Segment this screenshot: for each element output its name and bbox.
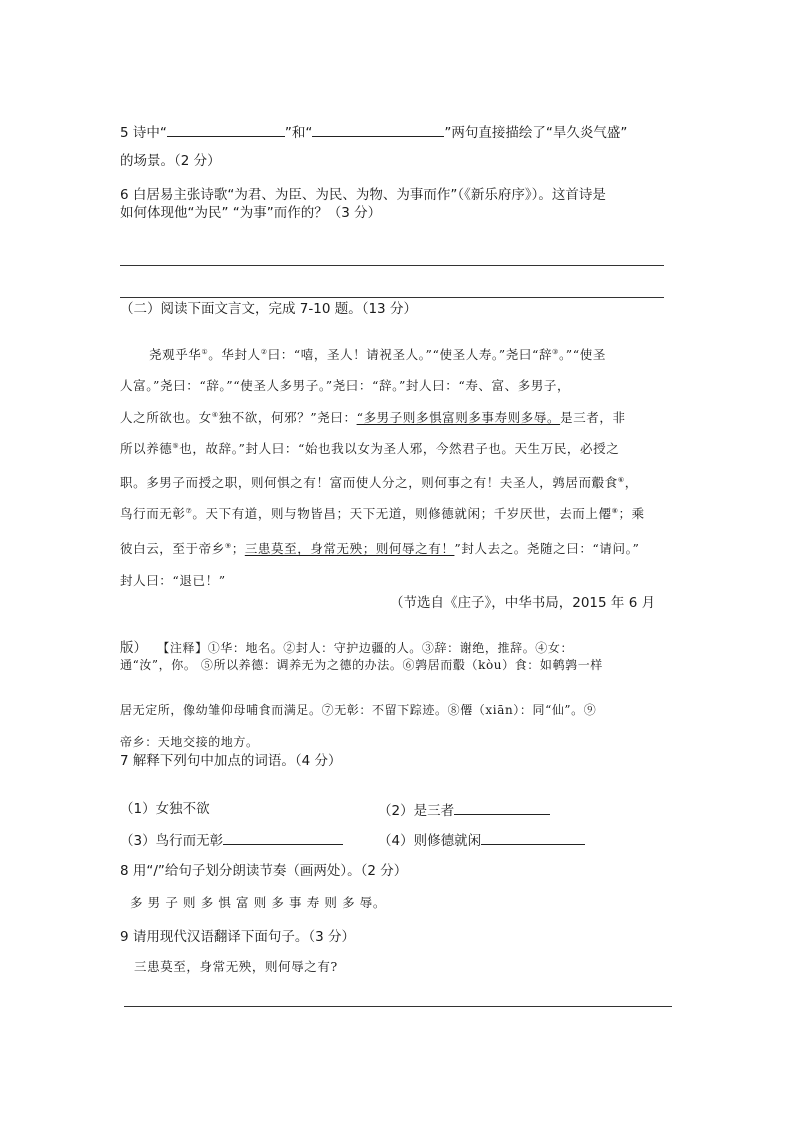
q5-answer-blank-2[interactable] — [312, 122, 444, 137]
q7-item-3 — [120, 830, 343, 850]
q6-answer-line-2[interactable] — [120, 297, 664, 298]
q7-item-2 — [378, 800, 550, 820]
q9-answer-line[interactable] — [124, 1006, 672, 1007]
passage-text: 。华封人 — [208, 347, 261, 362]
notes-line-3: 居无定所，像幼雏仰母哺食而满足。⑦无彰：不留下踪迹。⑧僊（xiān）：同“仙”。⑨ — [120, 703, 597, 717]
passage-line-4 — [120, 440, 619, 458]
note-ref-4: ④ — [211, 410, 219, 419]
passage-text: 。”“使圣 — [558, 347, 606, 362]
q5-suffix: ”两句直接描绘了“旱久炎气盛” — [444, 125, 628, 141]
q7-item-3-blank[interactable] — [223, 830, 343, 845]
passage-text: 鸟行而无彰 — [120, 506, 186, 521]
source-citation: （节选自《庄子》，中华书局，2015 年 6 月 — [390, 595, 656, 611]
q7-item-2-blank[interactable] — [454, 800, 550, 815]
q5-prefix: 5 诗中“ — [120, 125, 167, 141]
q7-item-2-label: （2）是三者 — [378, 803, 455, 819]
note-ref-3: ③ — [552, 347, 559, 356]
q5-answer-blank-1[interactable] — [167, 122, 285, 137]
note-ref-8: ⑧ — [611, 506, 619, 515]
passage-text: ； — [231, 541, 245, 556]
question-5-line-1 — [120, 122, 627, 142]
passage-line-6 — [120, 505, 645, 523]
section-2-heading: （二）阅读下面文言文，完成 7-10 题。（13 分） — [120, 301, 417, 317]
passage-text: 独不欲，何邪？”尧曰： — [218, 410, 357, 425]
source-text: 版） — [120, 640, 147, 656]
underlined-sentence-2: 三患莫至，身常无殃；则何辱之有！ — [244, 541, 455, 556]
passage-text: 。天下有道，则与物皆昌；天下无道，则修德就闲；千岁厌世，去而上僊 — [192, 506, 612, 521]
underlined-sentence-1: “多男子则多惧富则多事寿则多辱。 — [356, 410, 561, 425]
passage-line-3 — [120, 409, 626, 427]
passage-line-7 — [120, 540, 639, 558]
passage-line-2: 人富。”尧曰：“辞。”“使圣人多男子。”尧曰：“辞。”封人曰：“寿、富、多男子， — [120, 378, 571, 393]
question-7-title: 7 解释下列句中加点的词语。（4 分） — [120, 753, 342, 769]
passage-text: 所以养德 — [120, 441, 173, 456]
passage-text: 是三者，非 — [560, 410, 626, 425]
note-ref-7: ⑦ — [185, 506, 193, 515]
q6-answer-line-1[interactable] — [120, 265, 664, 266]
passage-line-1 — [149, 346, 606, 364]
question-8-title: 8 用“/”给句子划分朗读节奏（画两处）。（2 分） — [120, 863, 408, 879]
passage-text: 也，故辞。”封人曰：“始也我以女为圣人邪，今然君子也。天生万民，必授之 — [179, 441, 620, 456]
q5-middle: ”和“ — [284, 125, 313, 141]
passage-line-5 — [120, 474, 638, 492]
note-ref-6: ⑥ — [617, 475, 625, 484]
note-ref-9: ⑨ — [224, 541, 232, 550]
passage-line-8: 封人曰：“退已！” — [120, 573, 226, 588]
notes-line-4: 帝乡：天地交接的地方。 — [120, 735, 259, 749]
question-9-title: 9 请用现代汉语翻译下面句子。（3 分） — [120, 929, 356, 945]
passage-text: ， — [624, 475, 638, 490]
q7-item-4-blank[interactable] — [481, 830, 585, 845]
passage-text: 尧观乎华 — [149, 347, 202, 362]
q7-item-4 — [378, 830, 585, 850]
source-citation-end — [120, 639, 573, 657]
note-ref-1: ① — [201, 347, 209, 356]
passage-text: 职。多男子而授之职，则何惧之有！富而使人分之，则何事之有！夫圣人，鹑居而鷇食 — [120, 475, 618, 490]
notes-line-1: 【注释】①华：地名。②封人：守护边疆的人。③辞：谢绝，推辞。④女： — [157, 641, 574, 655]
q8-sentence: 多 男 子 则 多 惧 富 则 多 事 寿 则 多 辱。 — [130, 895, 386, 910]
note-ref-5: ⑤ — [172, 441, 180, 450]
question-5-line-2: 的场景。（2 分） — [120, 153, 221, 169]
q7-item-3-label: （3）鸟行而无彰 — [120, 833, 224, 849]
passage-text: 曰：“嘻，圣人！请祝圣人。”“使圣人寿。”尧曰“辞 — [267, 347, 553, 362]
passage-text: 人之所欲也。女 — [120, 410, 212, 425]
q7-item-4-label: （4）则修德就闲 — [378, 833, 482, 849]
q7-item-1: （1）女独不欲 — [120, 801, 210, 817]
passage-text: ”封人去之。尧随之曰：“请问。” — [454, 541, 640, 556]
notes-line-2: 通“汝”，你。 ⑤所以养德：调养无为之德的办法。⑥鹑居而鷇（kòu）食：如鹌鹑一样 — [120, 658, 603, 672]
passage-text: 彼白云，至于帝乡 — [120, 541, 225, 556]
passage-text: ；乘 — [618, 506, 645, 521]
q9-sentence: 三患莫至，身常无殃，则何辱之有? — [134, 959, 338, 974]
question-6-line-2: 如何体现他“为民” “为事”而作的？（3 分） — [120, 205, 382, 221]
note-ref-2: ② — [260, 347, 268, 356]
question-6-line-1: 6 白居易主张诗歌“为君、为臣、为民、为物、为事而作”（《新乐府序》）。这首诗是 — [120, 187, 606, 203]
